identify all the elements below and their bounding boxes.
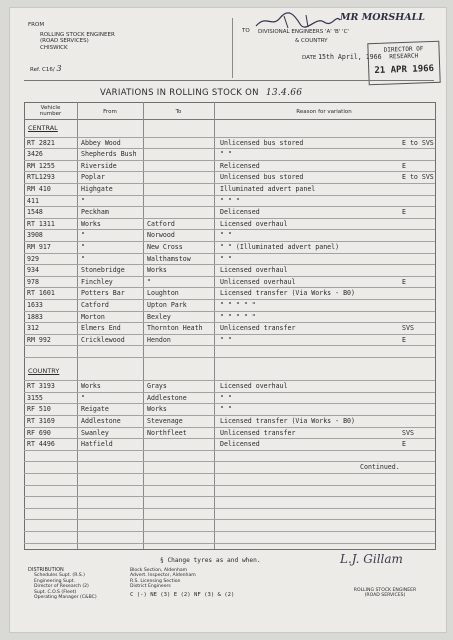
form-title (100, 88, 302, 98)
vehicle-number: RTL1293 (27, 173, 55, 182)
to-depot: Northfleet (147, 428, 187, 437)
from-depot: Addlestone (81, 417, 121, 425)
reason: Licensed transfer (Via Works - B0) (220, 417, 355, 425)
vehicle-number: RT 4496 (27, 440, 55, 449)
row-rule (24, 160, 435, 161)
reason: Unlicensed overhaul (220, 277, 296, 286)
vehicle-number: RT 1311 (27, 219, 55, 228)
reason: " " (220, 405, 232, 414)
row-rule (24, 543, 435, 544)
from-depot: Poplar (81, 173, 105, 182)
to-label: TO (242, 28, 250, 34)
signature-line-2: (ROAD SERVICES) (364, 593, 406, 599)
row-rule (24, 485, 435, 486)
from-depot: " (81, 196, 85, 205)
vehicle-number: 1548 (27, 208, 43, 217)
table-header-rule (24, 119, 435, 120)
from-depot: Reigate (81, 405, 109, 414)
vehicle-number: 411 (27, 196, 39, 205)
row-rule (24, 148, 435, 149)
reason: Relicensed (220, 161, 260, 170)
distribution-col1-2: Director of Research (2) (34, 584, 89, 590)
distribution-label: DISTRIBUTION (28, 567, 64, 573)
vehicle-number: RT 3169 (27, 417, 55, 425)
from-line-1: ROLLING STOCK ENGINEER (40, 31, 115, 38)
vehicle-number: RT 2821 (27, 138, 55, 147)
from-depot: Highgate (81, 185, 113, 193)
from-depot: Works (81, 382, 101, 391)
row-rule (24, 183, 435, 184)
from-depot: Cricklewood (81, 335, 125, 344)
row-rule (24, 171, 435, 172)
from-depot: " (81, 231, 85, 240)
distribution-codes: C (-) NE (3) E (2) NF (3) & (2) (130, 591, 235, 598)
header-divider (232, 18, 233, 78)
distribution-col1-1: Engineering Supt. (34, 578, 76, 584)
from-depot: Catford (81, 301, 109, 309)
to-depot: Works (147, 266, 167, 275)
signature-line-1: ROLLING STOCK ENGINEER (353, 588, 417, 593)
note: E (402, 335, 406, 344)
header-rule (24, 80, 434, 81)
note: E (402, 277, 406, 286)
row-rule (24, 206, 435, 207)
vehicle-number: 978 (27, 277, 39, 286)
distribution-block (28, 568, 97, 600)
row-rule (24, 229, 435, 230)
row-rule (24, 299, 435, 300)
signature-title (340, 588, 430, 599)
from-depot: " (81, 254, 85, 263)
note: SVS (402, 428, 414, 437)
col-header-vehicle-line2: number (39, 111, 62, 117)
distribution-col2-3: District Engineers (130, 584, 171, 590)
row-rule (24, 392, 435, 393)
to-line-1: DIVISIONAL ENGINEERS 'A' 'B' 'C' (258, 29, 349, 35)
to-line-2: & COUNTRY (295, 38, 328, 44)
to-depot: Addlestone (147, 393, 187, 402)
distribution-col2-1: Advert. Inspector, Aldenham (130, 573, 196, 579)
distribution-col1-4: Operating Manager (C&BC) (34, 595, 97, 601)
document-sheet (10, 8, 446, 632)
from-depot: Morton (81, 312, 105, 321)
row-rule (24, 508, 435, 509)
col-header-vehicle (24, 105, 77, 117)
ref-label: Ref. C16/ (30, 67, 55, 73)
row-rule (24, 311, 435, 312)
vehicle-number: 3155 (27, 393, 43, 402)
from-depot: Riverside (81, 161, 117, 170)
from-depot: " (81, 243, 85, 251)
to-depot: Bexley (147, 312, 171, 321)
row-rule (24, 195, 435, 196)
continued: Continued. (360, 463, 400, 472)
reason: " " (220, 393, 232, 402)
vehicle-number: RT 3193 (27, 382, 55, 391)
reason: Unlicensed transfer (220, 324, 296, 333)
vehicle-number: 929 (27, 254, 39, 263)
vehicle-number: 312 (27, 324, 39, 333)
handwritten-scribble (254, 12, 342, 34)
handwritten-recipient: MR MORSHALL (340, 12, 425, 23)
reason: Delicensed (220, 440, 260, 449)
from-line-2: (ROAD SERVICES) (40, 38, 89, 44)
from-depot: Stonebridge (81, 266, 125, 275)
row-rule (24, 450, 435, 451)
to-depot: Hendon (147, 335, 171, 344)
from-depot: Hatfield (81, 440, 113, 449)
reason: " " (220, 335, 232, 344)
reason: Delicensed (220, 208, 260, 217)
note: E (402, 161, 406, 170)
col-header-vehicle-line1: Vehicle (40, 105, 61, 111)
vehicle-number: RF 690 (27, 428, 51, 437)
col-header-from: From (103, 109, 117, 115)
reason: Licensed overhaul (220, 219, 288, 228)
row-rule (24, 531, 435, 532)
distribution-col2-2: R.S. Licensing Section (130, 578, 181, 584)
reason: Unlicensed bus stored (220, 173, 304, 182)
reason: Unlicensed bus stored (220, 138, 304, 147)
row-rule (24, 287, 435, 288)
row-rule (24, 380, 435, 381)
vehicle-number: RT 1601 (27, 289, 55, 298)
to-depot: Walthamstow (147, 254, 191, 263)
reason: " " (220, 254, 232, 263)
note: E to SVS (402, 173, 434, 182)
row-rule (24, 403, 435, 404)
row-rule (24, 415, 435, 416)
vehicle-number: 1883 (27, 312, 43, 321)
vehicle-number: 1633 (27, 301, 43, 309)
to-depot: Catford (147, 219, 175, 228)
footnote: § Change tyres as and when. (160, 557, 261, 564)
to-depot: Stevenage (147, 417, 183, 425)
row-rule (24, 276, 435, 277)
vehicle-number: RM 1255 (27, 161, 55, 170)
row-rule (24, 241, 435, 242)
note: E (402, 208, 406, 217)
from-depot: Potters Bar (81, 289, 125, 298)
section-heading: CENTRAL (28, 124, 58, 132)
row-rule (24, 473, 435, 474)
to-depot: Works (147, 405, 167, 414)
title-text: VARIATIONS IN ROLLING STOCK ON (100, 88, 259, 98)
to-depot: Grays (147, 382, 167, 391)
row-rule (24, 322, 435, 323)
reason: Licensed transfer (Via Works - B0) (220, 289, 355, 298)
to-depot: Loughton (147, 289, 179, 298)
from-depot: Works (81, 219, 101, 228)
ref-block (30, 66, 62, 74)
reason: " " " " " (220, 312, 256, 321)
reason: Unlicensed transfer (220, 428, 296, 437)
title-date: 13.4.66 (265, 88, 303, 98)
col-divider-2 (143, 102, 144, 549)
reason: " " " (220, 196, 240, 205)
vehicle-number: 3908 (27, 231, 43, 240)
note: E to SVS (402, 138, 434, 147)
from-block (28, 22, 115, 51)
date-label: DATE (302, 55, 317, 61)
col-header-to: To (175, 109, 182, 115)
note: E (402, 440, 406, 449)
to-depot: New Cross (147, 243, 183, 251)
from-label: FROM (28, 22, 45, 28)
received-stamp (367, 41, 440, 85)
vehicle-number: RM 410 (27, 185, 51, 193)
row-rule (24, 345, 435, 346)
to-depot: Thornton Heath (147, 324, 203, 333)
row-rule (24, 334, 435, 335)
reason: Licensed overhaul (220, 266, 288, 275)
col-divider-1 (77, 102, 78, 549)
reason: Illuminated advert panel (220, 185, 316, 193)
vehicle-number: 3426 (27, 150, 43, 159)
stamp-date: 21 APR 1966 (374, 63, 435, 77)
vehicle-number: RF 510 (27, 405, 51, 414)
to-depot: " (147, 277, 151, 286)
reason: " " (Illuminated advert panel) (220, 243, 340, 251)
row-rule (24, 438, 435, 439)
section-heading: COUNTRY (28, 366, 60, 375)
distribution-col1-0: Schedules Supt. (R.S.) (34, 573, 85, 579)
from-line-3: CHISWICK (40, 44, 68, 51)
distribution-col1-3: Supt. C.O.S (Fleet) (34, 589, 77, 595)
distribution-col2-0: Block Section, Aldenham (130, 568, 188, 573)
reason: " " (220, 150, 232, 159)
vehicle-number: RM 917 (27, 243, 51, 251)
distribution-col2 (130, 568, 234, 598)
col-divider-3 (214, 102, 215, 549)
row-rule (24, 218, 435, 219)
note: SVS (402, 324, 414, 333)
from-depot: Swanley (81, 428, 109, 437)
reason: Licensed overhaul (220, 382, 288, 391)
row-rule (24, 461, 435, 462)
row-rule (24, 357, 435, 358)
from-depot: Peckham (81, 208, 109, 217)
signature: L.J. Gillam (340, 552, 403, 566)
row-rule (24, 427, 435, 428)
date-value: 15th April, 1966 (318, 53, 382, 61)
to-depot: Upton Park (147, 301, 187, 309)
col-header-reason: Reason for variation (296, 109, 352, 115)
reason: " " " " " (220, 301, 256, 309)
ref-value: 3 (56, 64, 62, 73)
vehicle-number: 934 (27, 266, 39, 275)
row-rule (24, 253, 435, 254)
stamp-line-2: RESEARCH (389, 52, 419, 61)
row-rule (24, 264, 435, 265)
from-depot: Abbey Wood (81, 138, 121, 147)
from-depot: Elmers End (81, 324, 121, 333)
reason: " " (220, 231, 232, 240)
row-rule (24, 137, 435, 138)
row-rule (24, 496, 435, 497)
from-depot: " (81, 393, 85, 402)
vehicle-number: RM 992 (27, 335, 51, 344)
from-depot: Shepherds Bush (81, 150, 137, 159)
stamp-line-1: DIRECTOR OF (383, 45, 424, 54)
handwriting-mark-icon (254, 12, 342, 30)
to-depot: Norwood (147, 231, 175, 240)
row-rule (24, 519, 435, 520)
from-depot: Finchley (81, 277, 113, 286)
